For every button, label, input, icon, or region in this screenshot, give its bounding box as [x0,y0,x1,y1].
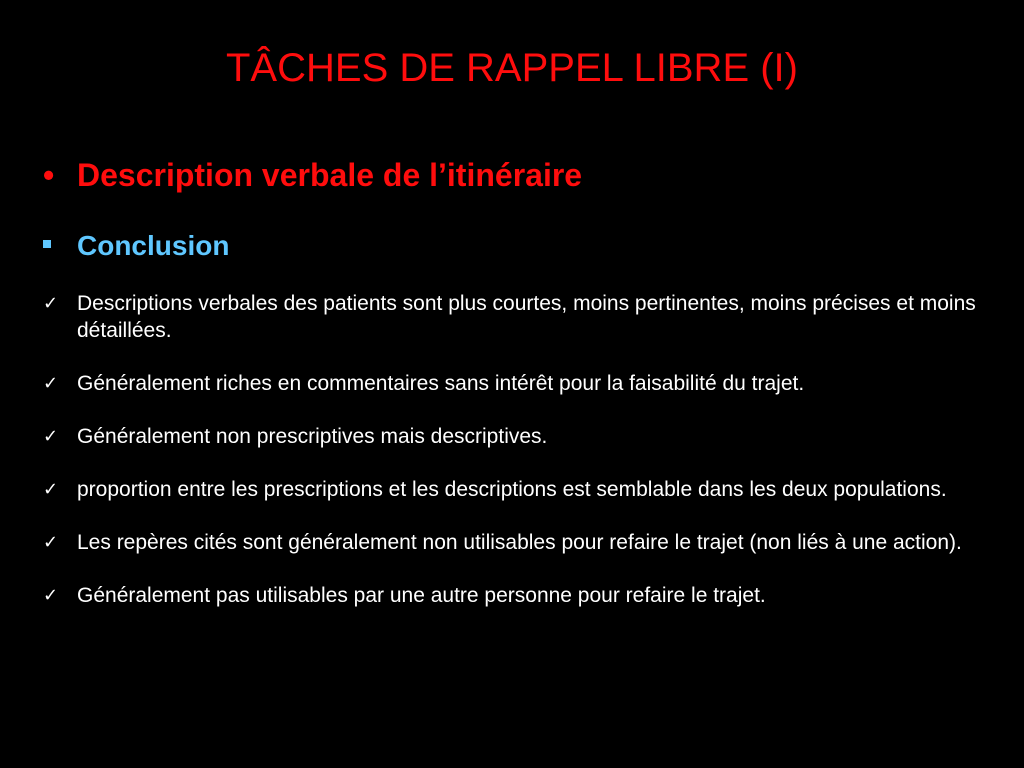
list-item [43,423,1003,450]
list-item-text: Généralement riches en commentaires sans intérêt pour la faisabilité du trajet. [77,372,805,395]
heading-bullet-item [43,154,1003,196]
list-item [43,529,1003,556]
checkmark-icon: ✓ [43,532,59,553]
list-item [43,290,1003,344]
list-item [43,370,1003,397]
checkmark-icon: ✓ [43,373,59,394]
bullet-icon: • [43,157,55,193]
square-bullet-icon [43,240,51,248]
slide-title: TÂCHES DE RAPPEL LIBRE (I) [226,46,798,90]
heading-text: Description verbale de l’itinéraire [77,157,583,193]
list-item-text: proportion entre les prescriptions et les descriptions est semblable dans les deux populations. [77,478,947,501]
list-item-text: Généralement non prescriptives mais descriptives. [77,425,548,448]
checkmark-icon: ✓ [43,293,59,314]
conclusion-list [43,290,1003,635]
list-item-text: Les repères cités sont généralement non utilisables pour refaire le trajet (non liés à une action). [77,531,962,554]
checkmark-icon: ✓ [43,585,59,606]
subheading-text: Conclusion [77,230,230,261]
list-item [43,476,1003,503]
list-item-text: Descriptions verbales des patients sont plus courtes, moins pertinentes, moins précises et moins détaillées. [77,292,976,342]
checkmark-icon: ✓ [43,426,59,447]
subheading-item [43,228,1003,264]
list-item-text: Généralement pas utilisables par une autre personne pour refaire le trajet. [77,584,766,607]
list-item [43,582,1003,609]
checkmark-icon: ✓ [43,479,59,500]
